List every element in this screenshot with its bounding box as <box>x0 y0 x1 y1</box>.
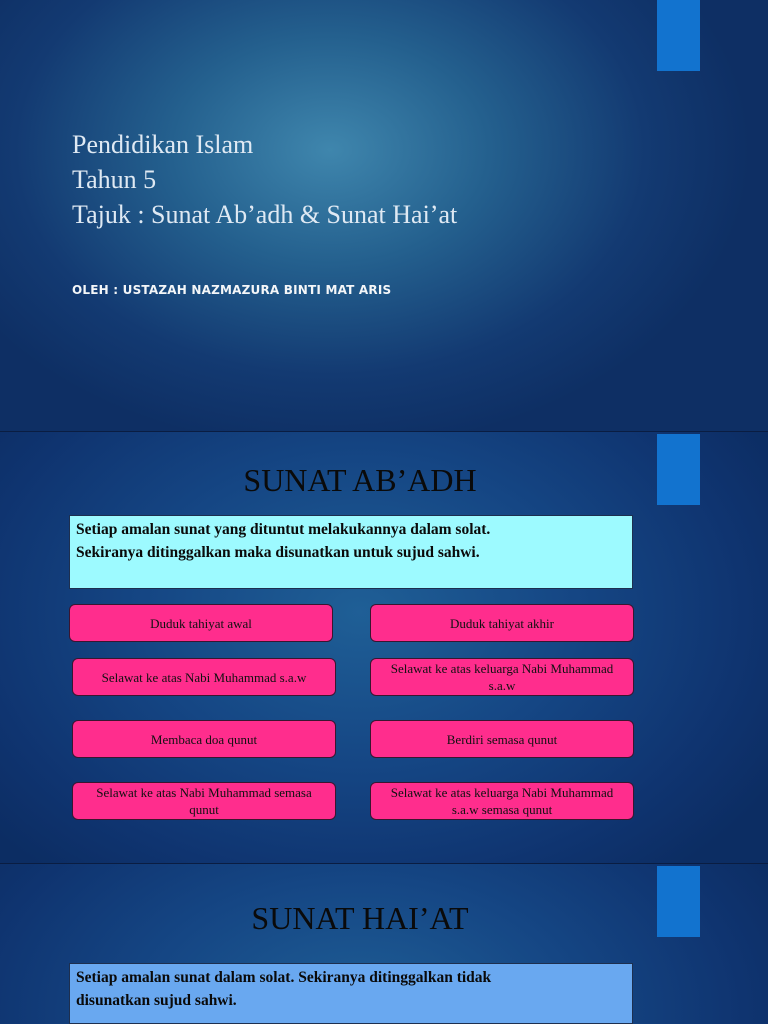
definition-line: Setiap amalan sunat yang dituntut melakukannya dalam solat. <box>76 521 491 538</box>
definition-line: disunatkan sujud sahwi. <box>76 992 237 1009</box>
item-box: Duduk tahiyat akhir <box>370 604 634 642</box>
slide-heading: SUNAT AB’ADH <box>243 462 477 498</box>
topic-title: Tajuk : Sunat Ab’adh & Sunat Hai’at <box>72 200 458 229</box>
subject-title: Pendidikan Islam <box>72 130 254 159</box>
item-box: Selawat ke atas keluarga Nabi Muhammad s.a.w <box>370 658 634 696</box>
definition-box <box>69 963 633 1024</box>
slide-sunat-haiat <box>0 864 768 1024</box>
item-box: Duduk tahiyat awal <box>69 604 333 642</box>
item-box: Membaca doa qunut <box>72 720 336 758</box>
definition-line: Sekiranya ditinggalkan maka disunatkan untuk sujud sahwi. <box>76 544 480 561</box>
definition-line: Setiap amalan sunat dalam solat. Sekiranya ditinggalkan tidak <box>76 969 492 986</box>
year-title: Tahun 5 <box>72 165 157 194</box>
author-line: OLEH : USTAZAH NAZMAZURA BINTI MAT ARIS <box>72 283 392 297</box>
item-box: Berdiri semasa qunut <box>370 720 634 758</box>
accent-bar <box>657 0 700 71</box>
slide-heading: SUNAT HAI’AT <box>251 900 469 936</box>
slide-title <box>0 0 768 432</box>
title-block <box>72 127 457 232</box>
item-box: Selawat ke atas Nabi Muhammad s.a.w <box>72 658 336 696</box>
item-box: Selawat ke atas keluarga Nabi Muhammad s.a.w semasa qunut <box>370 782 634 820</box>
item-box: Selawat ke atas Nabi Muhammad semasa qunut <box>72 782 336 820</box>
definition-box <box>69 515 633 589</box>
slide-sunat-abadh <box>0 432 768 864</box>
